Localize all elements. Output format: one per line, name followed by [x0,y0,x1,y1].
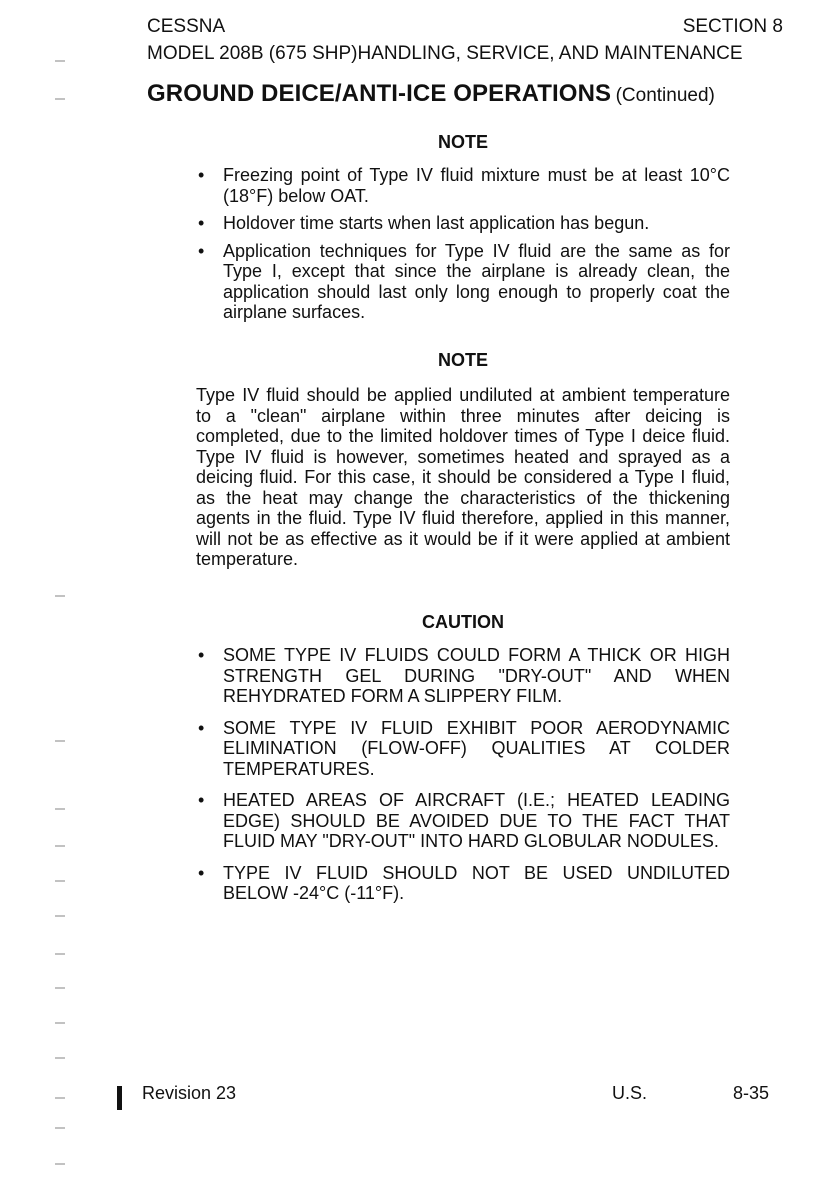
footer-region: U.S. [612,1083,648,1103]
note-heading-1: NOTE [437,132,488,152]
revision-bar [117,1086,122,1110]
caution-list [196,645,730,904]
list-item: • HEATED AREAS OF AIRCRAFT (I.E.; HEATED LEADING EDGE) SHOULD BE AVOIDED DUE TO THE FACT THAT FLUID MAY "DRY-OUT" INTO HARD GLOBULAR NODULES. [196,790,730,852]
list-item: • TYPE IV FLUID SHOULD NOT BE USED UNDILUTED BELOW -24°C (-11°F). [196,863,730,904]
title-main: GROUND DEICE/ANTI-ICE OPERATIONS [147,80,612,107]
note-heading-2: NOTE [437,350,488,370]
list-item: • SOME TYPE IV FLUID EXHIBIT POOR AERODYNAMIC ELIMINATION (FLOW-OFF) QUALITIES AT COLDER TEMPERATURES. [196,718,730,780]
footer-page-number: 8-35 [733,1083,770,1103]
page-header [147,16,783,38]
footer-revision: Revision 23 [142,1083,237,1103]
manufacturer-name: CESSNA [147,16,226,37]
list-item: • Holdover time starts when last application has begun. [196,213,730,234]
list-item: • SOME TYPE IV FLUIDS COULD FORM A THICK OR HIGH STRENGTH GEL DURING "DRY-OUT" AND WHEN REHYDRATED FORM A SLIPPERY FILM. [196,645,730,707]
note-paragraph: Type IV fluid should be applied undiluted at ambient temperature to a "clean" airplane within three minutes after deicing is completed, due to the limited holdover times of Type I deice fluid. Type IV fluid is however, sometimes heated and sprayed as a deicing fluid. For this case, it should be considered a Type I fluid, as the heat may change the characteristics of the thickening agents in the fluid. Type IV fluid therefore, applied in this manner, will not be as effective as it would be if it were applied at ambient temperature. [196,385,730,569]
title-continued: (Continued) [615,85,715,106]
model-section-title: MODEL 208B (675 SHP)HANDLING, SERVICE, AND MAINTENANCE [147,43,743,64]
note-list-1 [196,165,730,323]
page-title [147,80,807,108]
caution-heading: CAUTION [422,612,504,632]
section-number: SECTION 8 [682,16,783,37]
list-item: • Application techniques for Type IV fluid are the same as for Type I, except that since the airplane is already clean, the application should last only long enough to properly coat the airplane surfaces. [196,241,730,323]
list-item: • Freezing point of Type IV fluid mixture must be at least 10°C (18°F) below OAT. [196,165,730,206]
